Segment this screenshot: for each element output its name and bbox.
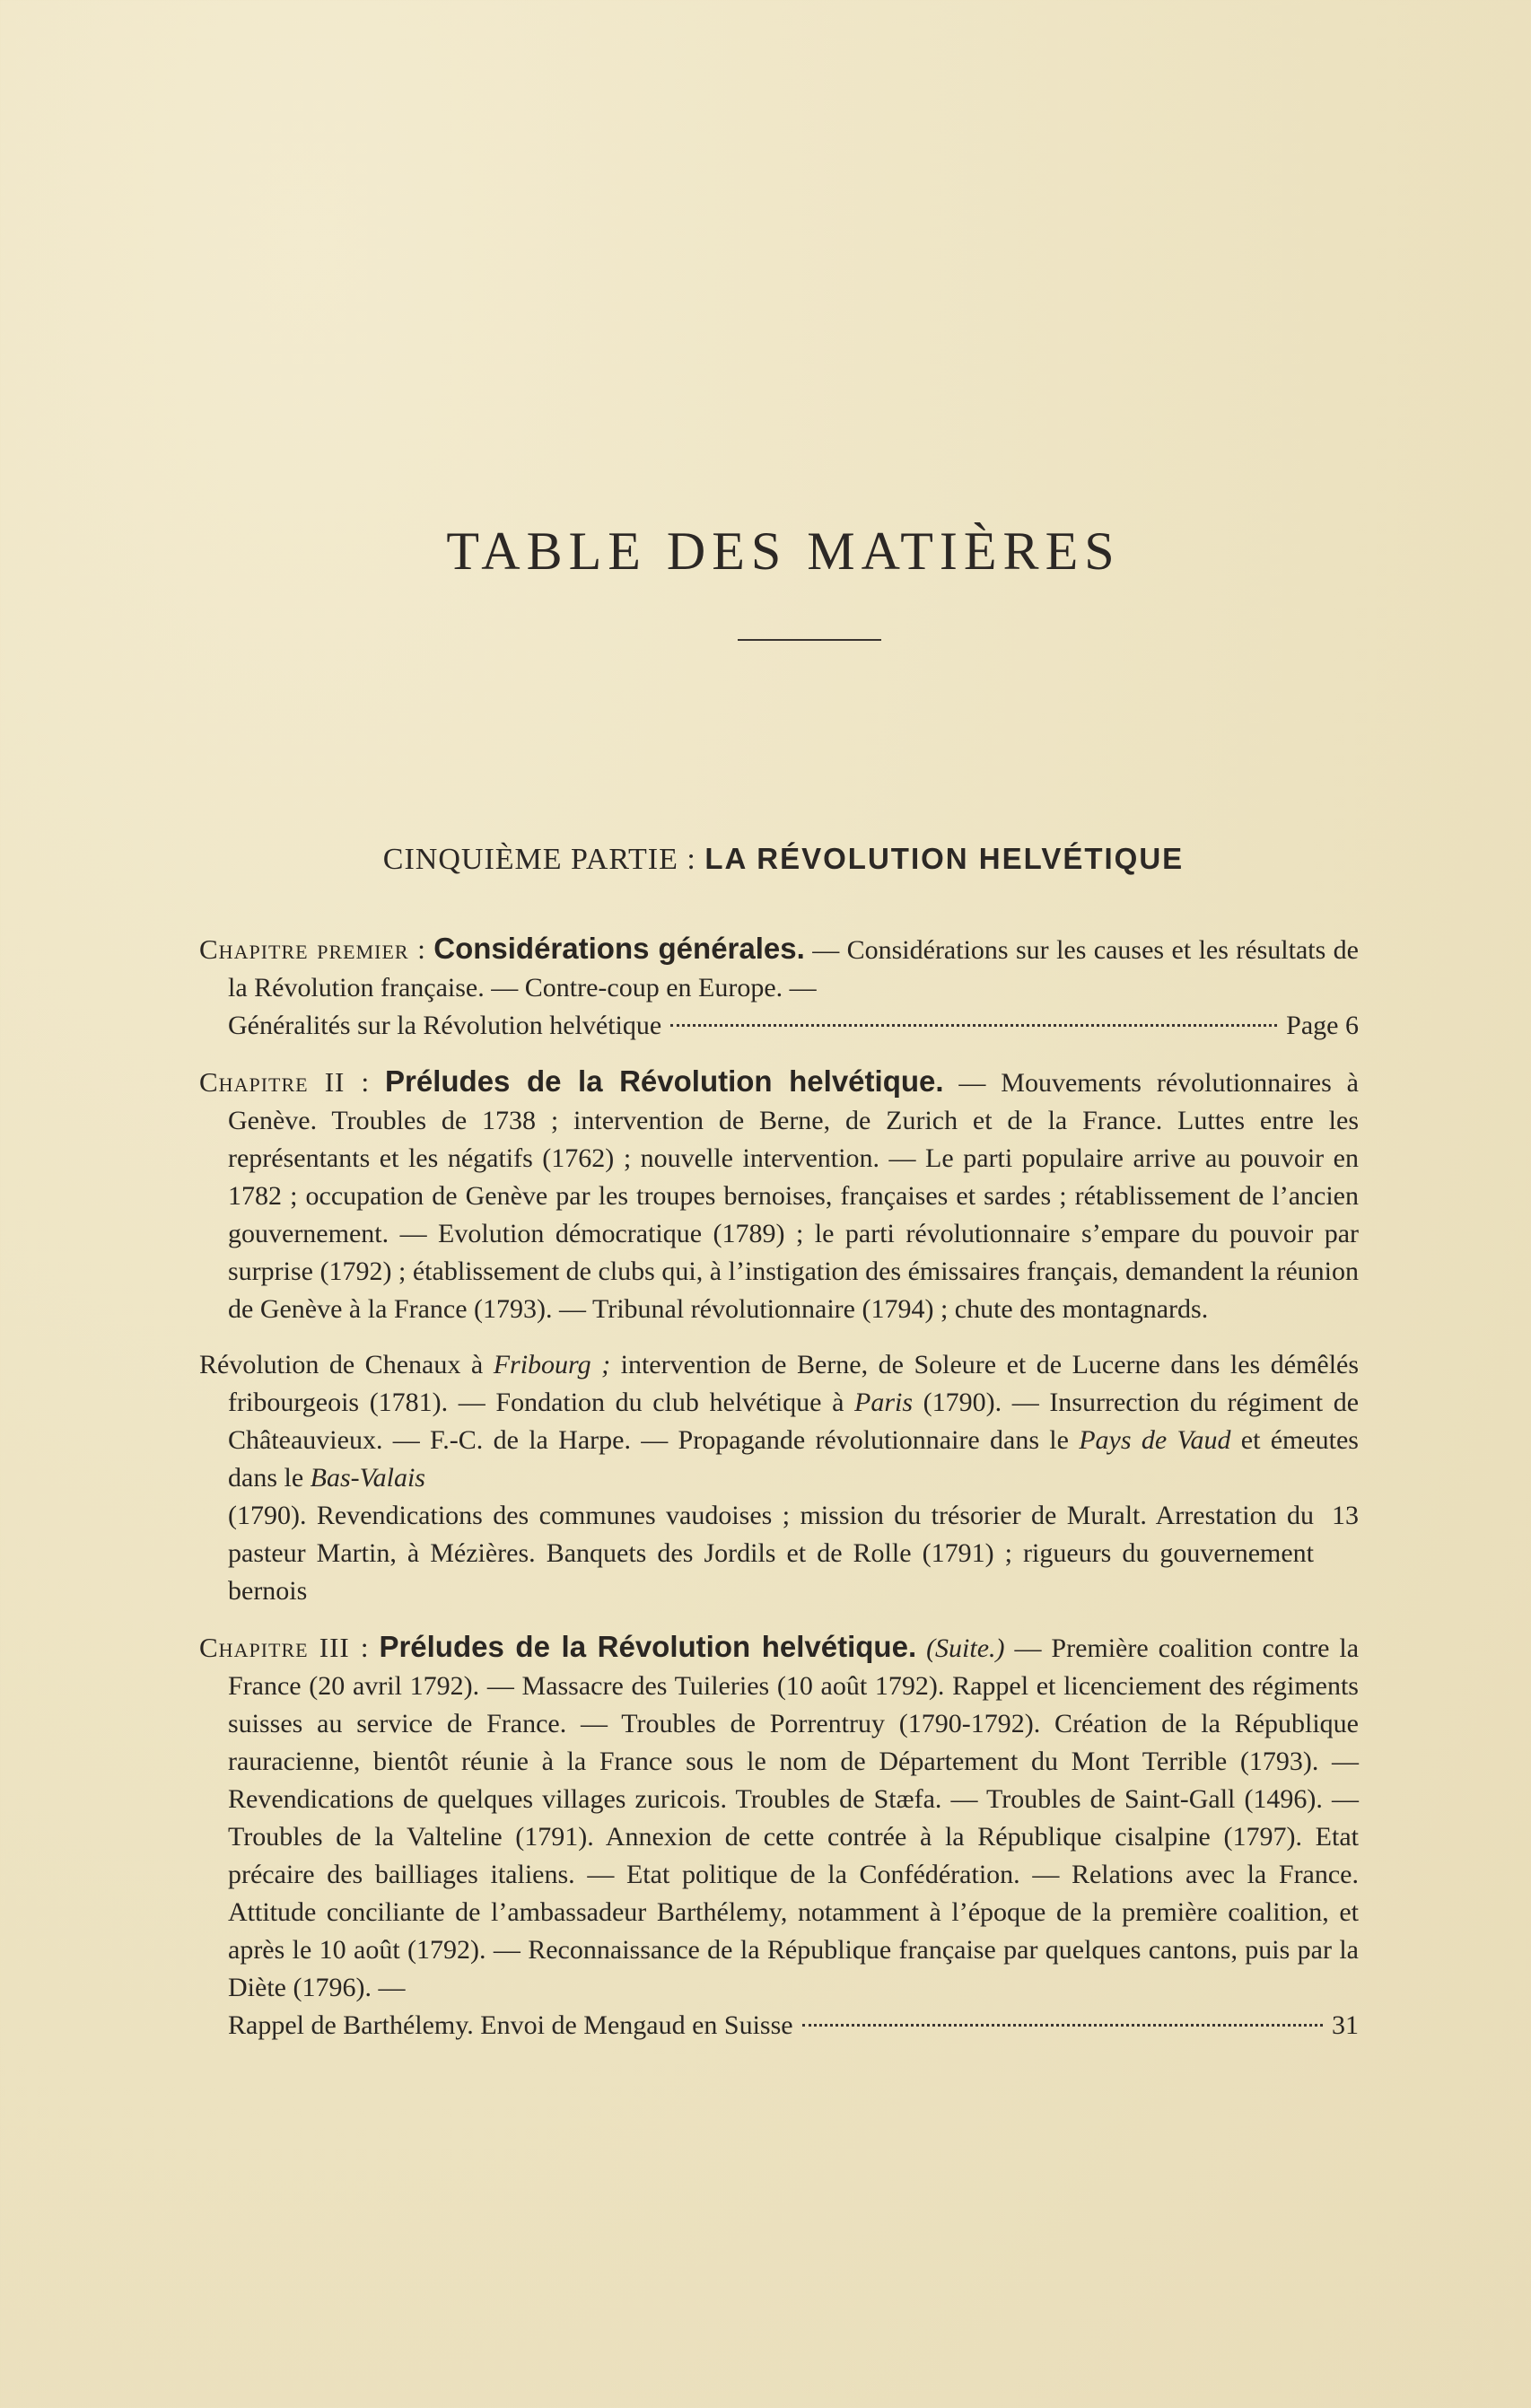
chapter-label: Chapitre II : bbox=[199, 1066, 371, 1098]
place-name: Bas-Valais bbox=[310, 1463, 425, 1493]
part-heading bbox=[0, 842, 1531, 877]
page-number: Page 6 bbox=[1286, 1011, 1359, 1040]
chapter-heading: Préludes de la Révolution helvétique. bbox=[379, 1630, 917, 1663]
place-name: Paris bbox=[854, 1388, 914, 1417]
page-number: 13 bbox=[1332, 1501, 1359, 1530]
toc-entry-chapter-2-continued bbox=[199, 1346, 1359, 1610]
chapter-heading: Considérations générales. bbox=[433, 932, 805, 965]
part-prefix: CINQUIÈME PARTIE : bbox=[382, 843, 696, 876]
chapter-suite-note: (Suite.) bbox=[926, 1633, 1005, 1663]
summary-text: Révolution de Chenaux à bbox=[199, 1350, 484, 1379]
summary-text-end: (1790). Revendications des communes vaudoises ; mission du trésorier de Muralt. Arrestation du pasteur Martin, à Mézières. Banquets des Jordils et de Rolle (1791) ; rigueurs du gouvernement bernois bbox=[228, 1501, 1314, 1606]
toc-last-line bbox=[228, 1007, 1359, 1045]
chapter-label: Chapitre premier : bbox=[199, 933, 426, 965]
toc-last-line bbox=[228, 1497, 1359, 1610]
chapter-summary: — Première coalition contre la France (20 avril 1792). — Massacre des Tuileries (10 août 1792). Rappel et licenciement des régiments suisses au service de France. — Troubles de Porrentruy (1790-1792). Création de la République rauracienne, bientôt réunie à la France sous le nom de Département du Mont Terrible (1793). — Revendications de quelques villages zuricois. Troubles de Stæfa. — Troubles de Saint-Gall (1496). — Troubles de la Valteline (1791). Annexion de cette contrée à la République cisalpine (1797). Etat précaire des bailliages italiens. — Etat politique de la Confédération. — Relations avec la France. Attitude conciliante de l’ambassadeur Barthélemy, notamment à l’époque de la première coalition, et après le 10 août (1792). — Reconnaissance de la République française par quelques cantons, puis par la Diète (1796). — bbox=[228, 1633, 1360, 2002]
toc-last-line bbox=[228, 2007, 1359, 2045]
chapter-summary-end: Rappel de Barthélemy. Envoi de Mengaud en Suisse bbox=[228, 2010, 793, 2040]
summary-text: et émeutes dans le bbox=[228, 1425, 1359, 1493]
summary-text: (1790). — Insurrection du régiment de Châteauvieux. — F.-C. de la Harpe. — Propagande révolutionnaire dans le bbox=[228, 1388, 1360, 1455]
place-name: Fribourg ; bbox=[493, 1350, 611, 1379]
toc-entry-chapter-2 bbox=[199, 1063, 1359, 1328]
table-of-contents bbox=[199, 930, 1359, 2062]
place-name: Pays de Vaud bbox=[1079, 1425, 1231, 1455]
chapter-label: Chapitre III : bbox=[199, 1632, 370, 1663]
part-name: LA RÉVOLUTION HELVÉTIQUE bbox=[704, 842, 1185, 875]
page-title: TABLE DES MATIÈRES bbox=[446, 521, 1121, 581]
toc-entry-chapter-1 bbox=[199, 930, 1359, 1045]
chapter-summary: — Mouvements révolutionnaires à Genève. Troubles de 1738 ; intervention de Berne, de Zurich et de la France. Luttes entre les représentants et les négatifs (1762) ; nouvelle intervention. — Le parti populaire arrive au pouvoir en 1782 ; occupation de Genève par les troupes bernoises, françaises et sardes ; rétablissement de l’ancien gouvernement. — Evolution démocratique (1789) ; le parti révolutionnaire s’empare du pouvoir par surprise (1792) ; établissement de clubs qui, à l’instigation des émissaires français, demandent la réunion de Genève à la France (1793). — Tribunal révolutionnaire (1794) ; chute des montagnards. bbox=[228, 1068, 1359, 1324]
chapter-summary-end: Généralités sur la Révolution helvétique bbox=[228, 1011, 662, 1040]
dot-leader bbox=[802, 2024, 1323, 2027]
dot-leader bbox=[670, 1024, 1277, 1027]
chapter-heading: Préludes de la Révolution helvétique. bbox=[385, 1064, 944, 1098]
title-divider bbox=[738, 639, 881, 641]
toc-entry-chapter-3 bbox=[199, 1628, 1359, 2045]
page-number: 31 bbox=[1332, 2010, 1359, 2040]
summary-text: intervention de Berne, de Soleure et de Lucerne dans les démêlés fribourgeois (1781). — Fondation du club helvétique à bbox=[228, 1350, 1360, 1417]
chapter-summary: — Considérations sur les causes et les résultats de la Révolution française. — Contre-coup en Europe. — bbox=[228, 935, 1359, 1003]
